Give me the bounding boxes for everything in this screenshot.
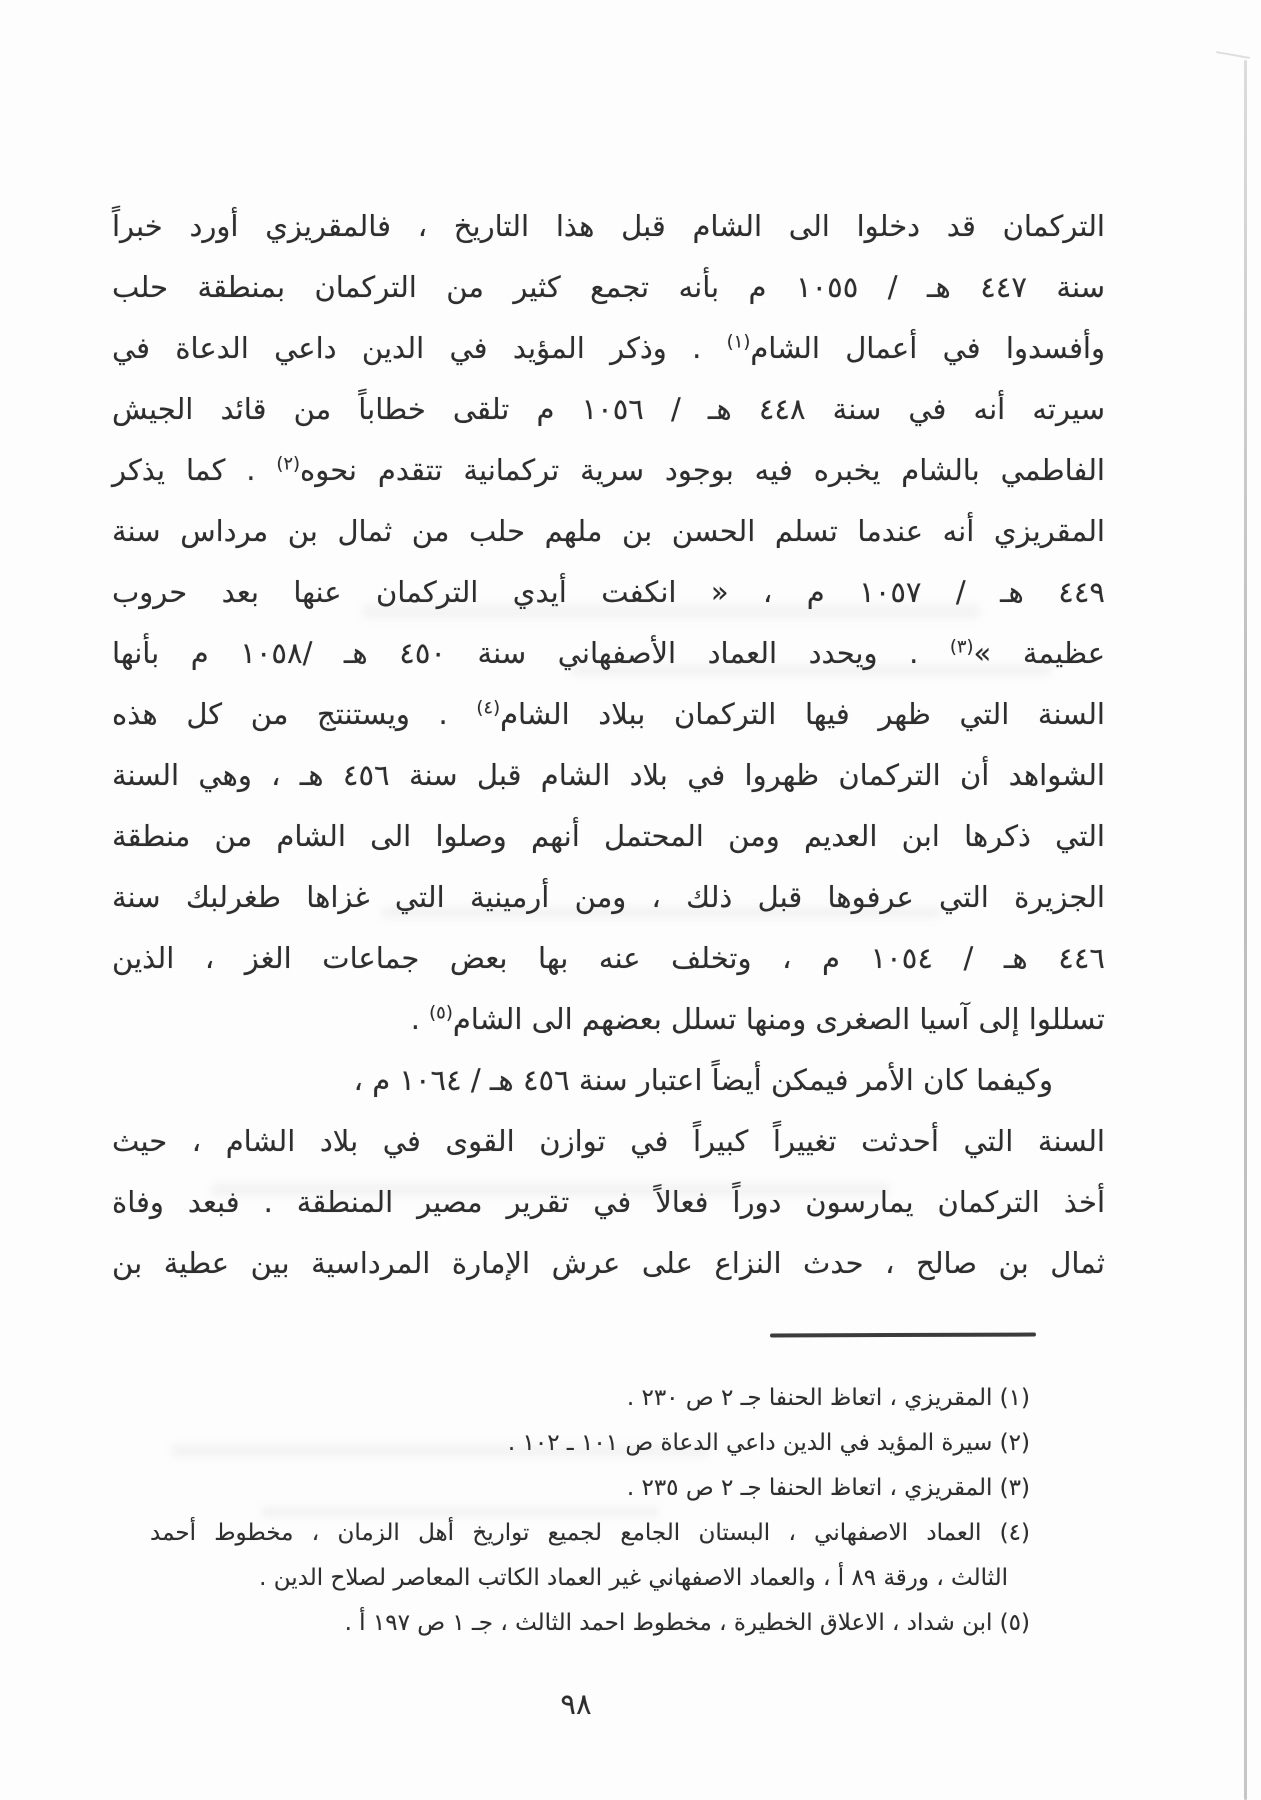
footnote-4-line-1: (٤) العماد الاصفهاني ، البستان الجامع لجميع تواريخ أهل الزمان ، مخطوط أحمد (150, 1520, 1030, 1546)
body-line: ثمال بن صالح ، حدث النزاع على عرش الإمارة المرداسية بين عطية بن (112, 1246, 1105, 1280)
body-text-block (112, 196, 1105, 1294)
footnotes-block (150, 1376, 1030, 1646)
footnote-2: (٢) سيرة المؤيد في الدين داعي الدعاة ص ١٠١ ـ ١٠٢ . (507, 1430, 1030, 1456)
footnote-1: (١) المقريزي ، اتعاظ الحنفا جـ ٢ ص ٢٣٠ . (626, 1385, 1030, 1411)
body-line-paragraph-start: وكيفما كان الأمر فيمكن أيضاً اعتبار سنة ٤٥٦ هـ / ١٠٦٤ م ، (353, 1063, 1053, 1097)
scan-edge-curl (1216, 51, 1250, 59)
footnote-4-line-2: الثالث ، ورقة ٨٩ أ ، والعماد الاصفهاني غير العماد الكاتب المعاصر لصلاح الدين . (259, 1565, 1008, 1591)
body-line: السنة التي أحدثت تغييراً كبيراً في توازن القوى في بلاد الشام ، حيث (112, 1124, 1105, 1158)
footnote-3: (٣) المقريزي ، اتعاظ الحنفا جـ ٢ ص ٢٣٥ . (626, 1475, 1030, 1501)
footnote-separator-rule (770, 1333, 1036, 1338)
body-line: ٤٤٩ هـ / ١٠٥٧ م ، « انكفت أيدي التركمان عنها بعد حروب (112, 575, 1105, 609)
body-line-paragraph-end: تسللوا إلى آسيا الصغرى ومنها تسلل بعضهم الى الشام$^{(٥)}$ . (410, 1002, 1105, 1036)
body-line: أخذ التركمان يمارسون دوراً فعالاً في تقرير مصير المنطقة . فبعد وفاة (112, 1185, 1105, 1219)
body-line: ٤٤٦ هـ / ١٠٥٤ م ، وتخلف عنه بها بعض جماعات الغز ، الذين (112, 941, 1105, 975)
body-line: التي ذكرها ابن العديم ومن المحتمل أنهم وصلوا الى الشام من منطقة (112, 819, 1105, 853)
scan-edge-line (1244, 60, 1247, 1800)
body-line: سنة ٤٤٧ هـ / ١٠٥٥ م بأنه تجمع كثير من التركمان بمنطقة حلب (112, 270, 1105, 304)
body-line: الشواهد أن التركمان ظهروا في بلاد الشام قبل سنة ٤٥٦ هـ ، وهي السنة (112, 758, 1105, 792)
body-line: الجزيرة التي عرفوها قبل ذلك ، ومن أرمينية التي غزاها طغرلبك سنة (112, 880, 1105, 914)
footnote-5: (٥) ابن شداد ، الاعلاق الخطيرة ، مخطوط احمد الثالث ، جـ ١ ص ١٩٧ أ . (344, 1610, 1030, 1636)
body-line: السنة التي ظهر فيها التركمان ببلاد الشام$^{(٤)}$ . ويستنتج من كل هذه (112, 697, 1105, 731)
page-number: ٩٨ (560, 1687, 592, 1721)
body-line: التركمان قد دخلوا الى الشام قبل هذا التاريخ ، فالمقريزي أورد خبراً (112, 209, 1105, 243)
body-line: الفاطمي بالشام يخبره فيه بوجود سرية تركمانية تتقدم نحوه$^{(٢)}$ . كما يذكر (112, 453, 1105, 487)
body-line: المقريزي أنه عندما تسلم الحسن بن ملهم حلب من ثمال بن مرداس سنة (112, 514, 1105, 548)
body-line: عظيمة »$^{(٣)}$ . ويحدد العماد الأصفهاني سنة ٤٥٠ هـ /١٠٥٨ م بأنها (112, 636, 1106, 670)
body-line: سيرته أنه في سنة ٤٤٨ هـ / ١٠٥٦ م تلقى خطاباً من قائد الجيش (112, 392, 1105, 426)
body-line: وأفسدوا في أعمال الشام$^{(١)}$ . وذكر المؤيد في الدين داعي الدعاة في (112, 331, 1105, 365)
